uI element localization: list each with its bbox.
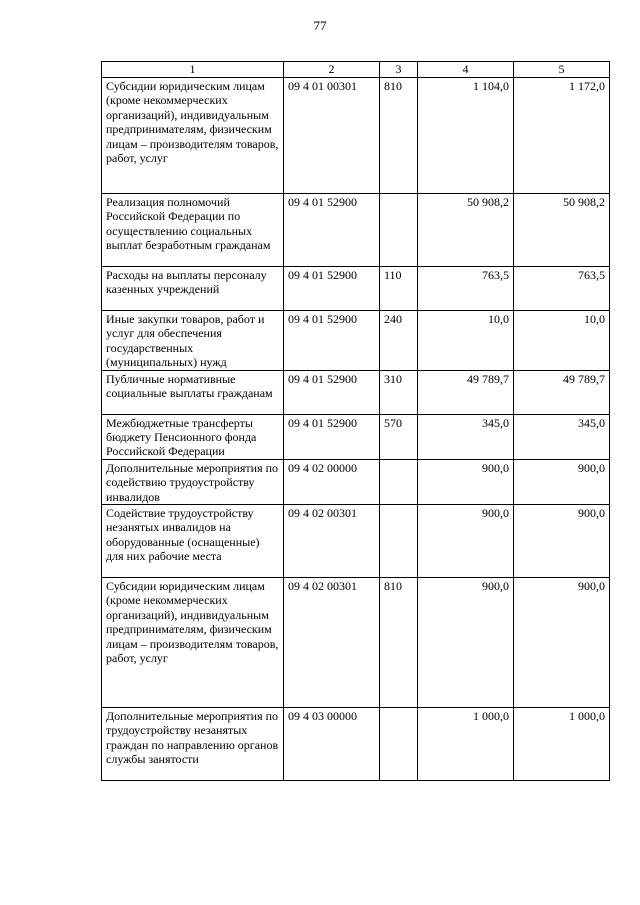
row-value-col4: 49 789,7	[418, 370, 514, 414]
column-header-4: 4	[418, 62, 514, 78]
row-value-col5: 900,0	[514, 505, 610, 578]
row-value-col5: 49 789,7	[514, 370, 610, 414]
row-expense-type: 310	[380, 370, 418, 414]
row-name: Расходы на выплаты персоналу казенных учреждений	[102, 267, 284, 311]
row-name: Субсидии юридическим лицам (кроме некоммерческих организаций), индивидуальным предпринимателям, физическим лицам – производителям товаров, работ, услуг	[102, 578, 284, 708]
table-row	[102, 578, 610, 708]
row-code: 09 4 02 00000	[284, 459, 380, 504]
row-name: Дополнительные мероприятия по трудоустройству незанятых граждан по направлению органов службы занятости	[102, 708, 284, 781]
row-code: 09 4 03 00000	[284, 708, 380, 781]
row-value-col4: 900,0	[418, 578, 514, 708]
page-number: 77	[313, 18, 327, 33]
row-code: 09 4 01 52900	[284, 194, 380, 267]
row-expense-type	[380, 708, 418, 781]
row-name: Содействие трудоустройству незанятых инвалидов на оборудованные (оснащенные) для них рабочие места	[102, 505, 284, 578]
column-header-2: 2	[284, 62, 380, 78]
row-name: Субсидии юридическим лицам (кроме некоммерческих организаций), индивидуальным предпринимателям, физическим лицам – производителям товаров, работ, услуг	[102, 78, 284, 194]
table-row	[102, 370, 610, 414]
row-name: Межбюджетные трансферты бюджету Пенсионного фонда Российской Федерации	[102, 414, 284, 459]
row-expense-type	[380, 459, 418, 504]
row-name: Реализация полномочий Российской Федерации по осуществлению социальных выплат безработным гражданам	[102, 194, 284, 267]
row-expense-type: 570	[380, 414, 418, 459]
row-value-col4: 345,0	[418, 414, 514, 459]
row-value-col4: 900,0	[418, 505, 514, 578]
row-name: Иные закупки товаров, работ и услуг для обеспечения государственных (муниципальных) нужд	[102, 311, 284, 371]
row-value-col4: 763,5	[418, 267, 514, 311]
row-value-col5: 10,0	[514, 311, 610, 371]
table-row	[102, 267, 610, 311]
row-expense-type: 810	[380, 78, 418, 194]
row-value-col5: 900,0	[514, 578, 610, 708]
row-value-col4: 900,0	[418, 459, 514, 504]
row-expense-type: 110	[380, 267, 418, 311]
row-name: Публичные нормативные социальные выплаты гражданам	[102, 370, 284, 414]
row-expense-type	[380, 194, 418, 267]
row-code: 09 4 01 52900	[284, 311, 380, 371]
row-value-col5: 1 000,0	[514, 708, 610, 781]
row-value-col4: 50 908,2	[418, 194, 514, 267]
budget-table	[101, 61, 610, 781]
row-code: 09 4 01 52900	[284, 370, 380, 414]
column-header-3: 3	[380, 62, 418, 78]
row-expense-type: 810	[380, 578, 418, 708]
row-value-col5: 763,5	[514, 267, 610, 311]
row-code: 09 4 01 00301	[284, 78, 380, 194]
row-value-col5: 345,0	[514, 414, 610, 459]
table-row	[102, 414, 610, 459]
column-header-5: 5	[514, 62, 610, 78]
column-header-1: 1	[102, 62, 284, 78]
row-value-col4: 1 000,0	[418, 708, 514, 781]
row-code: 09 4 02 00301	[284, 578, 380, 708]
row-code: 09 4 01 52900	[284, 267, 380, 311]
table-row	[102, 459, 610, 504]
row-value-col4: 1 104,0	[418, 78, 514, 194]
row-value-col5: 50 908,2	[514, 194, 610, 267]
table-header-row	[102, 62, 610, 78]
row-expense-type	[380, 505, 418, 578]
row-value-col5: 900,0	[514, 459, 610, 504]
table-row	[102, 311, 610, 371]
row-value-col4: 10,0	[418, 311, 514, 371]
row-expense-type: 240	[380, 311, 418, 371]
row-code: 09 4 01 52900	[284, 414, 380, 459]
row-value-col5: 1 172,0	[514, 78, 610, 194]
table-row	[102, 708, 610, 781]
table-row	[102, 78, 610, 194]
row-code: 09 4 02 00301	[284, 505, 380, 578]
table-row	[102, 194, 610, 267]
table-row	[102, 505, 610, 578]
row-name: Дополнительные мероприятия по содействию трудоустройству инвалидов	[102, 459, 284, 504]
